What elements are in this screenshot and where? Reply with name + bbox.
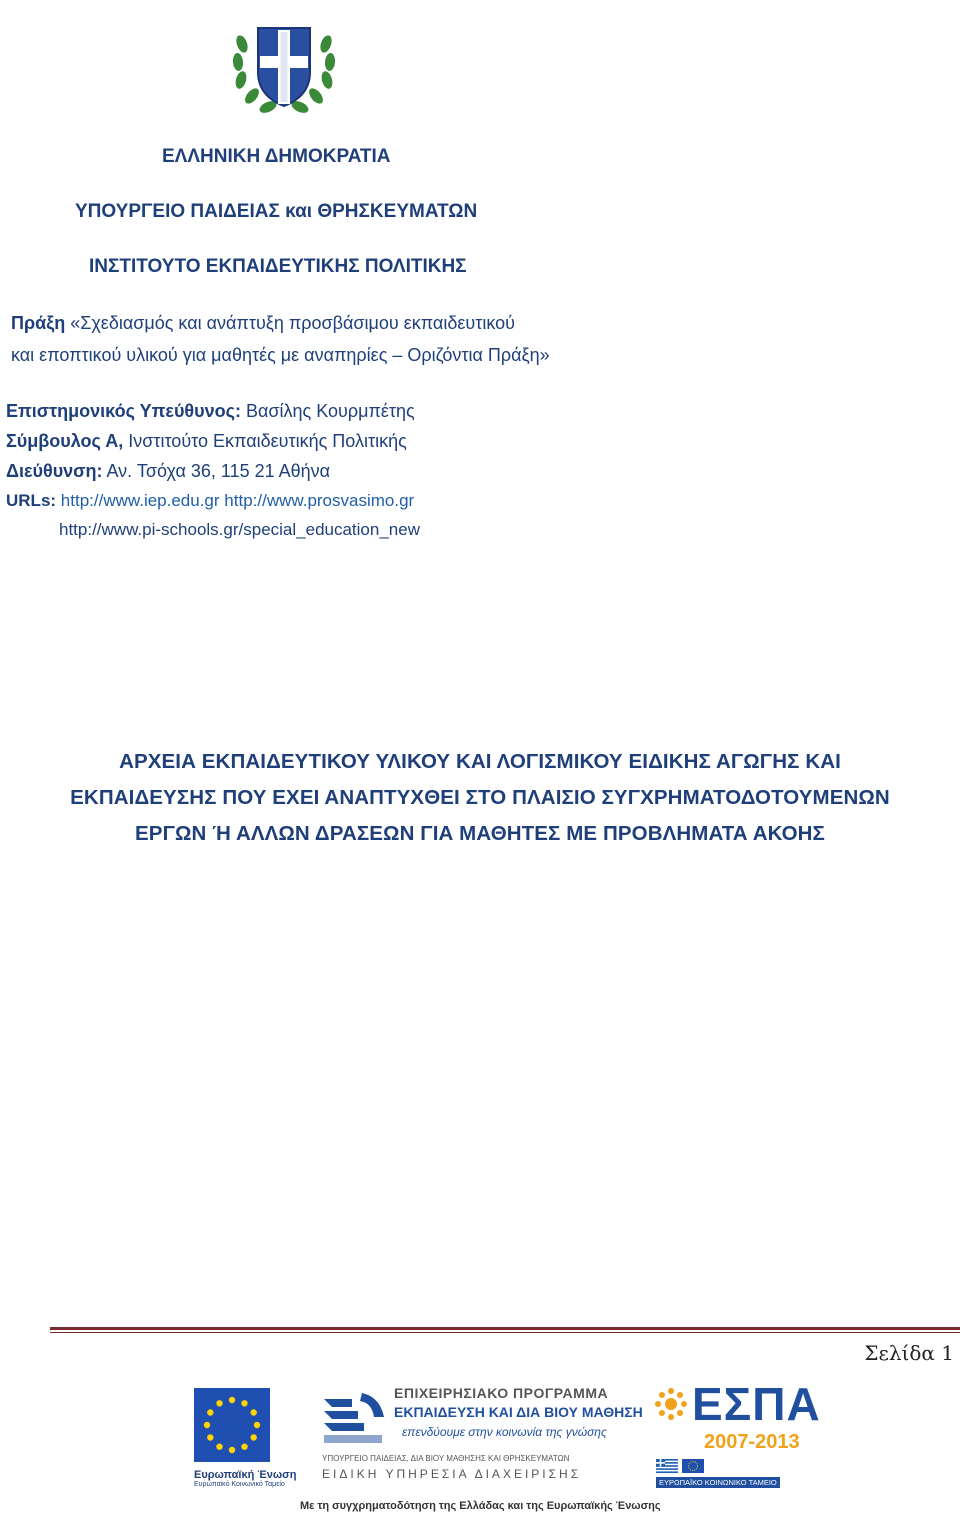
op-slogan: επενδύουμε στην κοινωνία της γνώσης (402, 1425, 607, 1439)
urls-label: URLs: (6, 491, 57, 510)
espa-years: 2007-2013 (704, 1431, 800, 1453)
responsible-line (6, 401, 415, 422)
main-title-line-1: ΑΡΧΕΙΑ ΕΚΠΑΙΔΕΥΤΙΚΟΥ ΥΛΙΚΟΥ ΚΑΙ ΛΟΓΙΣΜΙΚΟΥ ΕΙΔΙΚΗΣ ΑΓΩΓΗΣ ΚΑΙ (119, 750, 841, 773)
state-emblem (228, 14, 340, 116)
footer-rule-bottom (50, 1332, 960, 1333)
advisor-label: Σύμβουλος Α, (6, 431, 124, 451)
responsible-label: Επιστημονικός Υπεύθυνος: (6, 401, 241, 421)
iep-link[interactable]: http://www.iep.edu.gr (60, 491, 220, 510)
address-line (6, 461, 330, 482)
eu-logo (194, 1388, 298, 1488)
op-line-2: ΕΚΠΑΙΔΕΥΣΗ ΚΑΙ ΔΙΑ ΒΙΟΥ ΜΑΘΗΣΗ (394, 1404, 643, 1420)
address-label: Διεύθυνση: (6, 461, 103, 481)
espa-name: ΕΣΠΑ (692, 1378, 821, 1430)
pi-schools-prefix: http:// (59, 520, 102, 539)
pi-schools-link[interactable]: www.pi-schools.gr/special_education_new (101, 520, 420, 539)
main-title-line-3: ΕΡΓΩΝ Ή ΑΛΛΩΝ ΔΡΑΣΕΩΝ ΓΙΑ ΜΑΘΗΤΕΣ ΜΕ ΠΡΟΒΛΗΜΑΤΑ ΑΚΟΗΣ (135, 822, 825, 845)
op-logo-mark (322, 1389, 388, 1447)
pi-schools-line (59, 520, 420, 540)
op-logo (322, 1385, 642, 1485)
urls-line (6, 491, 414, 511)
ministry-heading: ΥΠΟΥΡΓΕΙΟ ΠΑΙΔΕΙΑΣ και ΘΡΗΣΚΕΥΜΑΤΩΝ (75, 201, 478, 222)
cofunding-note: Με τη συγχρηματοδότηση της Ελλάδας και της Ευρωπαϊκής Ένωσης (300, 1500, 661, 1512)
responsible-value: Βασίλης Κουρμπέτης (241, 401, 415, 421)
address-value: Αν. Τσόχα 36, 115 21 Αθήνα (102, 461, 331, 481)
espa-star-icon (654, 1387, 688, 1421)
prosvasimo-link[interactable]: http://www.prosvasimo.gr (224, 491, 415, 510)
eu-flag-icon (682, 1459, 704, 1473)
project-line-2: και εποπτικού υλικού για μαθητές με αναπηρίες – Οριζόντια Πράξη» (11, 345, 550, 365)
greek-flag-icon (656, 1459, 678, 1473)
op-ministry: ΥΠΟΥΡΓΕΙΟ ΠΑΙΔΕΙΑΣ, ΔΙΑ ΒΙΟΥ ΜΑΘΗΣΗΣ ΚΑΙ ΘΡΗΣΚΕΥΜΑΤΩΝ (322, 1454, 570, 1463)
eu-label: Ευρωπαϊκή Ένωση (194, 1469, 297, 1481)
project-line-1 (11, 313, 515, 334)
advisor-line (6, 431, 407, 452)
espa-fund: ΕΥΡΩΠΑΪΚΟ ΚΟΙΝΩΝΙΚΟ ΤΑΜΕΙΟ (656, 1477, 780, 1488)
op-line-1: ΕΠΙΧΕΙΡΗΣΙΑΚΟ ΠΡΟΓΡΑΜΜΑ (394, 1385, 609, 1401)
main-title-line-2: ΕΚΠΑΙΔΕΥΣΗΣ ΠΟΥ ΕΧΕΙ ΑΝΑΠΤΥΧΘΕΙ ΣΤΟ ΠΛΑΙΣΙΟ ΣΥΓΧΡΗΜΑΤΟΔΟΤΟΥΜΕΝΩΝ (70, 786, 890, 809)
institute-heading: ΙΝΣΤΙΤΟΥΤΟ ΕΚΠΑΙΔΕΥΤΙΚΗΣ ΠΟΛΙΤΙΚΗΣ (89, 256, 467, 277)
page-number: Σελίδα 1 (864, 1341, 954, 1365)
advisor-value: Ινστιτούτο Εκπαιδευτικής Πολιτικής (123, 431, 407, 451)
footer-rule-top (50, 1327, 960, 1330)
espa-logo (652, 1378, 832, 1487)
op-authority: ΕΙΔΙΚΗ ΥΠΗΡΕΣΙΑ ΔΙΑΧΕΙΡΙΣΗΣ (322, 1467, 582, 1481)
project-label: Πράξη (11, 313, 66, 333)
project-title-start: «Σχεδιασμός και ανάπτυξη προσβάσιμου εκπαιδευτικού (65, 313, 515, 333)
republic-heading: ΕΛΛΗΝΙΚΗ ΔΗΜΟΚΡΑΤΙΑ (162, 146, 391, 167)
eu-sublabel: Ευρωπαϊκό Κοινωνικό Ταμείο (194, 1481, 285, 1488)
